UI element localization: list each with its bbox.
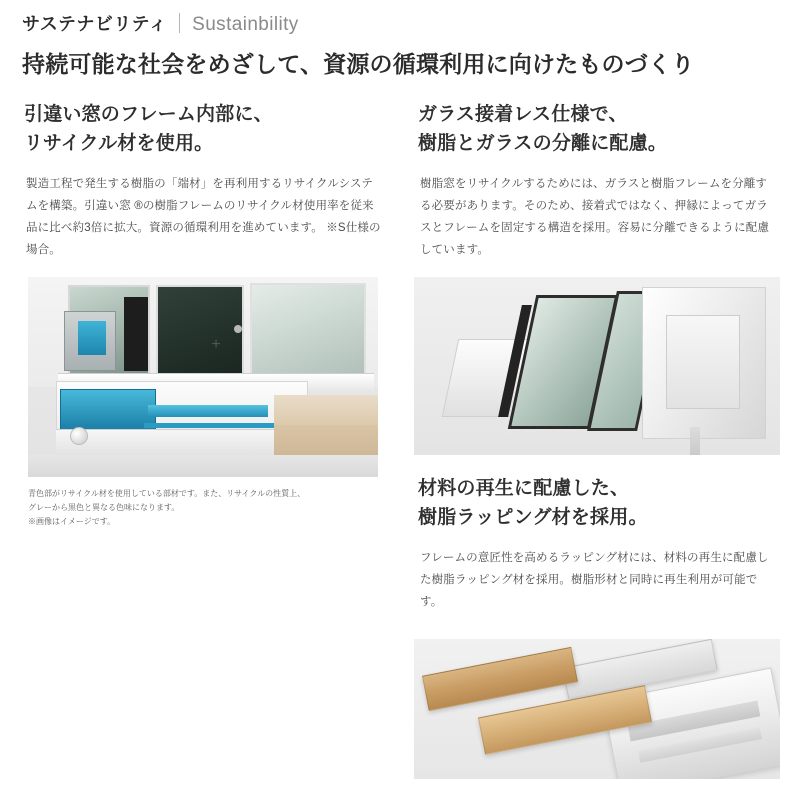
figure-glass-middle bbox=[156, 285, 244, 381]
page-headline: 持続可能な社会をめざして、資源の循環利用に向けたものづくり bbox=[22, 51, 695, 77]
section-glass-adhesive-free bbox=[414, 101, 780, 455]
figure-screw-cross: + bbox=[211, 336, 221, 354]
figure-roller-knob bbox=[70, 427, 88, 445]
figure-glass-separation-photo bbox=[414, 277, 780, 455]
figure-floor bbox=[28, 455, 378, 477]
section-title-line1: 材料の再生に配慮した、 bbox=[418, 478, 630, 500]
figure-caption-line3: ※画像はイメージです。 bbox=[28, 516, 116, 526]
figure-screw-dot bbox=[234, 325, 242, 333]
figure-recycled-part-upper bbox=[78, 321, 106, 355]
section-recycled-frame bbox=[20, 101, 386, 528]
page-title-ja: サステナビリティ bbox=[22, 14, 168, 34]
figure-caption-line1: 青色部がリサイクル材を使用している部材です。また、リサイクルの性質上、 bbox=[28, 489, 306, 499]
section-resin-wrapping bbox=[414, 475, 780, 779]
section-title-line1: 引違い窓のフレーム内部に、 bbox=[24, 104, 273, 125]
column-right bbox=[414, 101, 780, 779]
section-body: 樹脂窓をリサイクルするためには、ガラスと樹脂フレームを分離する必要があります。そのため、接着式ではなく、押縁によってガラスとフレームを固定する構造を採用。容易に分離できるように配慮しています。 bbox=[420, 177, 770, 256]
column-left bbox=[20, 101, 386, 779]
section-title bbox=[20, 101, 386, 159]
section-body: フレームの意匠性を高めるラッピング材には、材料の再生に配慮した樹脂ラッピング材を採用。樹脂形材と同時に再生利用が可能です。 bbox=[420, 551, 769, 608]
figure-resin-frame-hollow bbox=[666, 315, 740, 409]
figure-recycled-part-lower bbox=[60, 389, 156, 431]
section-body: 製造工程で発生する樹脂の「端材」を再利用するリサイクルシステムを構築。引違い窓 ®の樹脂フレームのリサイクル材使用率を従来品に比べ約3倍に拡大。資源の循環利用を進めています。 ※S仕様の場合。 bbox=[26, 177, 381, 256]
figure-recycled-frame-photo bbox=[28, 277, 378, 477]
section-title-line2: リサイクル材を使用。 bbox=[24, 132, 214, 154]
section-title-line1: ガラス接着レス仕様で、 bbox=[418, 104, 628, 125]
figure-wrapping-material-photo bbox=[414, 639, 780, 779]
header-divider bbox=[179, 13, 180, 33]
figure-frame-stem bbox=[690, 427, 700, 455]
section-title bbox=[414, 475, 780, 533]
figure-glass-right bbox=[250, 283, 366, 385]
page-title-en: Sustainbility bbox=[192, 14, 299, 35]
figure-dark-seal bbox=[124, 297, 148, 371]
content-columns bbox=[20, 101, 780, 779]
figure-caption bbox=[20, 487, 386, 528]
section-title bbox=[414, 101, 780, 159]
page-header bbox=[20, 10, 780, 36]
section-title-line2: 樹脂とガラスの分離に配慮。 bbox=[418, 132, 668, 154]
figure-recycled-part-middle bbox=[148, 405, 268, 417]
section-title-line2: 樹脂ラッピング材を採用。 bbox=[418, 506, 648, 528]
figure-caption-line2: グレーから黒色と異なる色味になります。 bbox=[28, 502, 180, 512]
